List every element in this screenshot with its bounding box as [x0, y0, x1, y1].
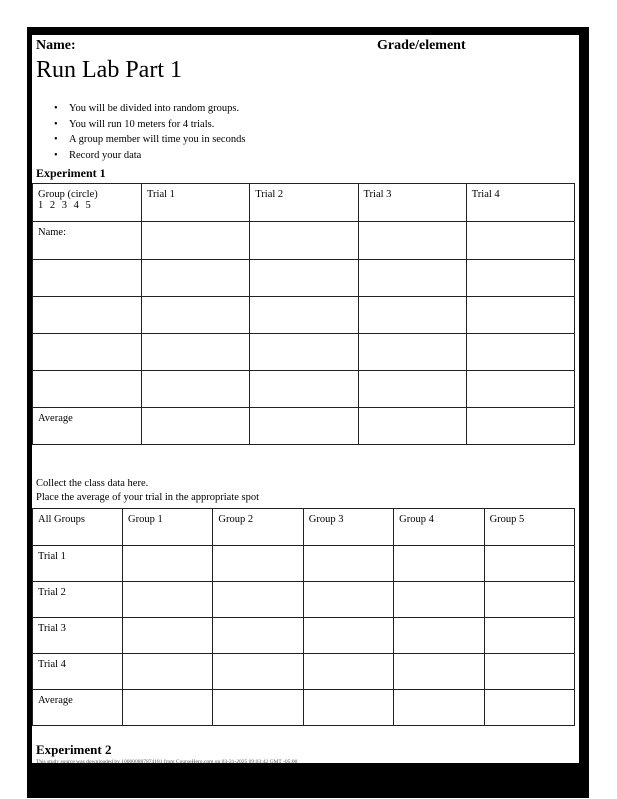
data-cell[interactable] [358, 222, 466, 260]
average-row-label: Average [33, 408, 142, 445]
table-row [33, 408, 575, 445]
group-circle-cell [33, 184, 142, 222]
data-cell[interactable] [250, 334, 358, 371]
data-cell[interactable] [213, 546, 303, 582]
group-header: Group 5 [484, 509, 574, 546]
instruction-item: • Record your data [54, 148, 245, 164]
table-row [33, 546, 575, 582]
data-cell[interactable] [466, 260, 574, 297]
data-cell[interactable] [394, 618, 484, 654]
data-cell[interactable] [123, 582, 213, 618]
data-cell[interactable] [358, 260, 466, 297]
data-cell[interactable] [123, 654, 213, 690]
data-cell[interactable] [250, 260, 358, 297]
group-numbers: 1 2 3 4 5 [38, 200, 91, 211]
data-cell[interactable] [358, 371, 466, 408]
data-cell[interactable] [123, 546, 213, 582]
data-cell[interactable] [213, 618, 303, 654]
data-cell[interactable] [394, 690, 484, 726]
table-row [33, 260, 575, 297]
data-cell[interactable] [303, 654, 393, 690]
class-data-line: Place the average of your trial in the appropriate spot [36, 492, 260, 503]
table-row [33, 371, 575, 408]
trial-header: Trial 3 [358, 184, 466, 222]
data-cell[interactable] [33, 260, 142, 297]
group-header-label: Group (circle) [38, 189, 98, 200]
data-cell[interactable] [33, 334, 142, 371]
instruction-item: • You will run 10 meters for 4 trials. [54, 117, 245, 133]
class-data-instructions [36, 477, 259, 505]
data-cell[interactable] [213, 582, 303, 618]
table-row [33, 334, 575, 371]
data-cell[interactable] [466, 371, 574, 408]
data-cell[interactable] [484, 618, 574, 654]
class-data-table [32, 508, 575, 726]
instruction-item: • You will be divided into random groups. [54, 101, 245, 117]
table-row [33, 222, 575, 260]
group-header: Group 1 [123, 509, 213, 546]
data-cell[interactable] [123, 690, 213, 726]
table-header-row [33, 184, 575, 222]
data-cell[interactable] [142, 334, 250, 371]
data-cell[interactable] [33, 297, 142, 334]
data-cell[interactable] [142, 408, 250, 445]
data-cell[interactable] [33, 371, 142, 408]
table-row [33, 618, 575, 654]
trial-header: Trial 1 [142, 184, 250, 222]
name-label: Name: [36, 38, 76, 53]
page-title: Run Lab Part 1 [36, 57, 182, 83]
instruction-list [54, 101, 245, 163]
row-label: Trial 1 [33, 546, 123, 582]
data-cell[interactable] [484, 690, 574, 726]
data-cell[interactable] [484, 546, 574, 582]
data-cell[interactable] [466, 408, 574, 445]
data-cell[interactable] [466, 297, 574, 334]
all-groups-header: All Groups [33, 509, 123, 546]
group-header: Group 3 [303, 509, 393, 546]
data-cell[interactable] [303, 690, 393, 726]
data-cell[interactable] [303, 618, 393, 654]
class-data-line: Collect the class data here. [36, 478, 149, 489]
table-row [33, 690, 575, 726]
table-row [33, 654, 575, 690]
instruction-item: • A group member will time you in seconds [54, 132, 245, 148]
data-cell[interactable] [358, 408, 466, 445]
data-cell[interactable] [394, 546, 484, 582]
group-header: Group 2 [213, 509, 303, 546]
table-row [33, 582, 575, 618]
data-cell[interactable] [142, 297, 250, 334]
data-cell[interactable] [142, 260, 250, 297]
data-cell[interactable] [142, 371, 250, 408]
experiment1-heading: Experiment 1 [36, 166, 106, 180]
data-cell[interactable] [466, 222, 574, 260]
table-row [33, 297, 575, 334]
row-label: Trial 2 [33, 582, 123, 618]
trial-header: Trial 4 [466, 184, 574, 222]
data-cell[interactable] [484, 582, 574, 618]
data-cell[interactable] [250, 297, 358, 334]
trial-header: Trial 2 [250, 184, 358, 222]
grade-label: Grade/element [377, 38, 466, 53]
data-cell[interactable] [394, 654, 484, 690]
worksheet-page [32, 35, 579, 763]
data-cell[interactable] [250, 408, 358, 445]
data-cell[interactable] [394, 582, 484, 618]
data-cell[interactable] [213, 690, 303, 726]
data-cell[interactable] [123, 618, 213, 654]
row-label: Average [33, 690, 123, 726]
data-cell[interactable] [303, 582, 393, 618]
table-header-row [33, 509, 575, 546]
experiment2-heading: Experiment 2 [36, 742, 112, 757]
data-cell[interactable] [250, 371, 358, 408]
data-cell[interactable] [142, 222, 250, 260]
group-header: Group 4 [394, 509, 484, 546]
experiment1-table [32, 183, 575, 445]
row-label: Trial 4 [33, 654, 123, 690]
data-cell[interactable] [484, 654, 574, 690]
row-label: Trial 3 [33, 618, 123, 654]
data-cell[interactable] [213, 654, 303, 690]
data-cell[interactable] [303, 546, 393, 582]
data-cell[interactable] [250, 222, 358, 260]
download-watermark: This study source was downloaded by 100000887874181 from CourseHero.com on 03-31-2025 09:03:42 GMT -05:00 [36, 759, 298, 763]
data-cell[interactable] [358, 334, 466, 371]
name-row-label: Name: [33, 222, 142, 260]
data-cell[interactable] [358, 297, 466, 334]
data-cell[interactable] [466, 334, 574, 371]
